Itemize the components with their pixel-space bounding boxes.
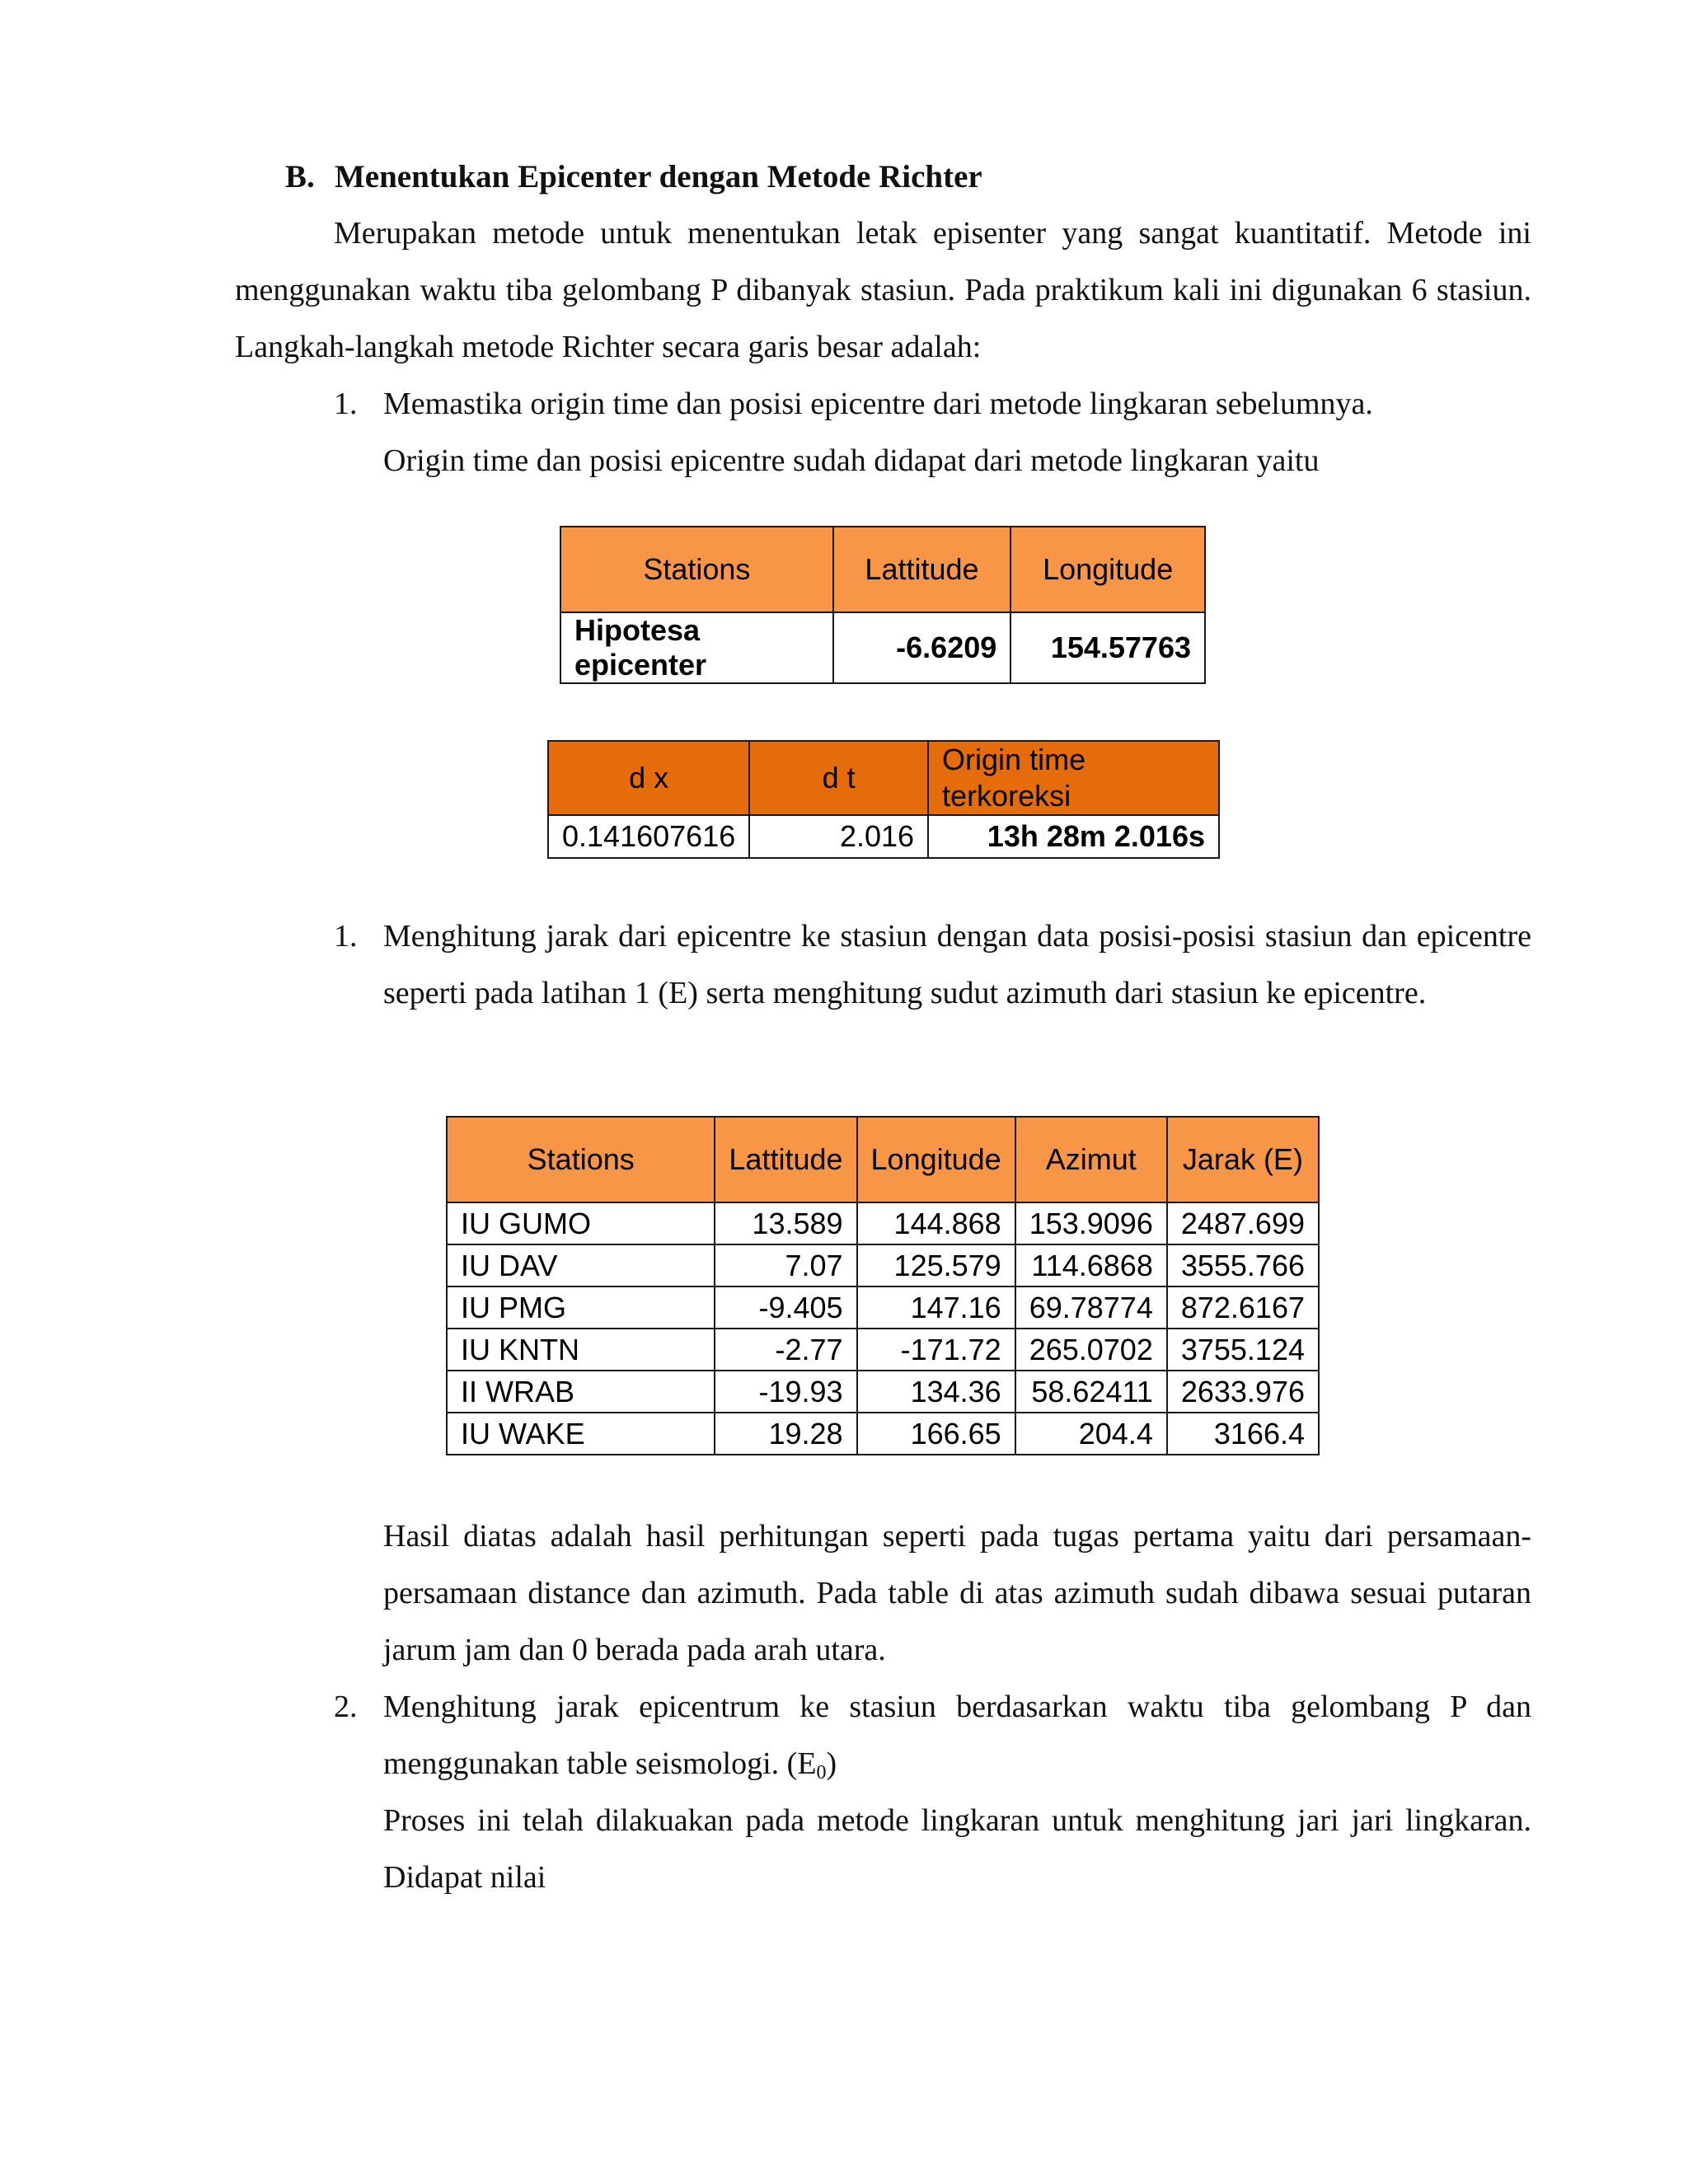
station-name: IU GUMO [447,1202,715,1244]
hypocenter-lon: 154.57763 [1010,612,1205,683]
stations-header-row [447,1117,1319,1202]
header-dt: d t [749,741,928,815]
hypocenter-label: Hipotesa epicenter [560,612,833,683]
step-1-text: Memastika origin time dan posisi epicentre dari metode lingkaran sebelumnya. [383,387,1373,421]
station-lon: 125.579 [857,1244,1015,1286]
stations-table [446,1116,1320,1455]
step-1b [334,908,1531,1022]
station-name: IU PMG [447,1286,715,1329]
stations-header-lattitude: Lattitude [715,1117,856,1202]
header-lattitude: Lattitude [833,527,1011,612]
hypocenter-table [560,526,1206,684]
stations-header-stations: Stations [447,1117,715,1202]
origin-row [548,815,1219,858]
step-2-text [383,1679,1531,1793]
station-lat: -2.77 [715,1329,856,1371]
station-jarak: 3166.4 [1167,1413,1319,1455]
stations-header-longitude: Longitude [857,1117,1015,1202]
station-lat: -19.93 [715,1371,856,1413]
station-azimut: 114.6868 [1015,1244,1167,1286]
origin-time-table [547,740,1220,859]
header-longitude: Longitude [1010,527,1205,612]
table-row [447,1329,1319,1371]
step-1 [334,376,1531,433]
table-row [447,1371,1319,1413]
header-origin-time-line1: Origin time [942,743,1086,776]
station-azimut: 204.4 [1015,1413,1167,1455]
table-row [447,1244,1319,1286]
step-2-main-text: Menghitung jarak epicentrum ke stasiun berdasarkan waktu tiba gelombang P dan menggunakan table seismologi. (E [383,1690,1531,1781]
origin-time-value: 13h 28m 2.016s [928,815,1219,858]
hypocenter-header-row [560,527,1205,612]
station-name: II WRAB [447,1371,715,1413]
header-dx: d x [548,741,749,815]
result-paragraph: Hasil diatas adalah hasil perhitungan seperti pada tugas pertama yaitu dari persamaan-persamaan distance dan azimuth. Pada table di atas azimuth sudah dibawa sesuai putaran jarum jam dan 0 berada pada arah utara. [383,1519,1531,1667]
station-lon: 147.16 [857,1286,1015,1329]
station-azimut: 58.62411 [1015,1371,1167,1413]
step-2-subscript: 0 [816,1762,827,1783]
station-jarak: 872.6167 [1167,1286,1319,1329]
step-2-note: Proses ini telah dilakuakan pada metode lingkaran untuk menghitung jari jari lingkaran. Didapat nilai [383,1803,1531,1895]
stations-header-jarak: Jarak (E) [1167,1117,1319,1202]
station-azimut: 153.9096 [1015,1202,1167,1244]
station-lat: 19.28 [715,1413,856,1455]
section-heading [285,148,982,205]
dt-value: 2.016 [749,815,928,858]
station-lon: 144.868 [857,1202,1015,1244]
table-row [447,1413,1319,1455]
section-letter: B. [285,159,315,194]
step-2 [334,1679,1531,1793]
header-origin-time-line2: terkoreksi [942,779,1071,813]
step-2-close: ) [826,1746,837,1781]
station-name: IU KNTN [447,1329,715,1371]
station-lat: 13.589 [715,1202,856,1244]
header-stations: Stations [560,527,833,612]
step-1-number: 1. [334,387,358,421]
intro-paragraph: Merupakan metode untuk menentukan letak episenter yang sangat kuantitatif. Metode ini menggunakan waktu tiba gelombang P dibanyak stasiun. Pada praktikum kali ini digunakan 6 stasiun. Langkah-langkah metode Richter secara garis besar adalah: [235,216,1531,364]
dx-value: 0.141607616 [548,815,749,858]
stations-header-azimut: Azimut [1015,1117,1167,1202]
hypocenter-row [560,612,1205,683]
station-lat: 7.07 [715,1244,856,1286]
step-1b-text: Menghitung jarak dari epicentre ke stasiun dengan data posisi-posisi stasiun dan epicentre seperti pada latihan 1 (E) serta menghitung sudut azimuth dari stasiun ke epicentre. [383,919,1531,1010]
table-row [447,1286,1319,1329]
step-1b-number: 1. [334,919,358,954]
origin-header-row [548,741,1219,815]
header-origin-time [928,741,1219,815]
station-jarak: 3555.766 [1167,1244,1319,1286]
section-title: Menentukan Epicenter dengan Metode Richter [335,159,982,194]
station-lat: -9.405 [715,1286,856,1329]
station-name: IU WAKE [447,1413,715,1455]
station-lon: -171.72 [857,1329,1015,1371]
station-name: IU DAV [447,1244,715,1286]
step-1-note: Origin time dan posisi epicentre sudah didapat dari metode lingkaran yaitu [383,443,1320,478]
hypocenter-lat: -6.6209 [833,612,1011,683]
station-azimut: 69.78774 [1015,1286,1167,1329]
station-jarak: 3755.124 [1167,1329,1319,1371]
station-azimut: 265.0702 [1015,1329,1167,1371]
station-jarak: 2633.976 [1167,1371,1319,1413]
station-jarak: 2487.699 [1167,1202,1319,1244]
table-row [447,1202,1319,1244]
station-lon: 166.65 [857,1413,1015,1455]
station-lon: 134.36 [857,1371,1015,1413]
step-2-number: 2. [334,1690,358,1724]
